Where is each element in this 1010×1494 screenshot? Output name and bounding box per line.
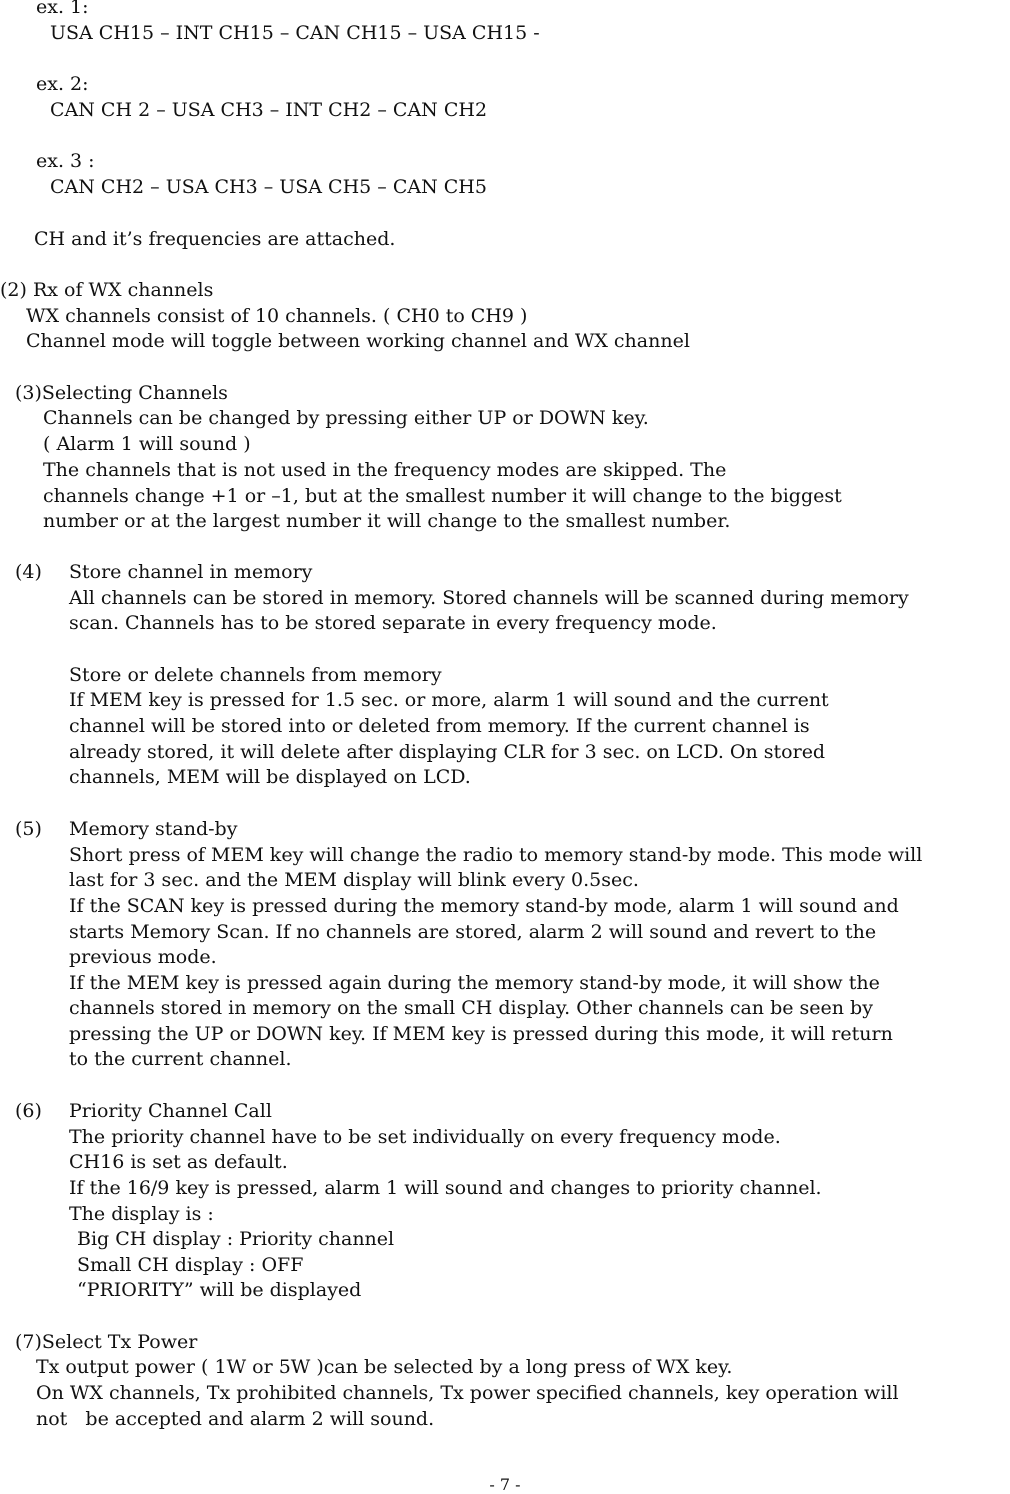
section-3-line: number or at the largest number it will change to the smallest number. [43,510,731,532]
example-1-text: USA CH15 – INT CH15 – CAN CH15 – USA CH15 - [50,22,540,44]
section-7-line: On WX channels, Tx prohibited channels, Tx power specified channels, key operation will [36,1382,899,1404]
section-3-line: ( Alarm 1 will sound ) [43,433,251,455]
section-2-line: Channel mode will toggle between working channel and WX channel [26,330,690,352]
section-2-line: WX channels consist of 10 channels. ( CH0 to CH9 ) [26,305,528,327]
section-7-heading: (7)Select Tx Power [15,1331,198,1353]
section-3-line: The channels that is not used in the frequency modes are skipped. The [43,459,727,481]
example-3-text: CAN CH2 – USA CH3 – USA CH5 – CAN CH5 [50,176,487,198]
page-number: - 7 - [489,1475,521,1494]
section-5-line: If the SCAN key is pressed during the memory stand-by mode, alarm 1 will sound and [69,895,899,917]
example-2-label: ex. 2: [36,73,89,95]
section-6-line: If the 16/9 key is pressed, alarm 1 will sound and changes to priority channel. [69,1177,822,1199]
section-5-line: previous mode. [69,946,217,968]
section-7-line: not be accepted and alarm 2 will sound. [36,1408,435,1430]
section-5-line: Short press of MEM key will change the radio to memory stand-by mode. This mode will [69,844,923,866]
example-2-text: CAN CH 2 – USA CH3 – INT CH2 – CAN CH2 [50,99,488,121]
section-5-line: to the current channel. [69,1048,292,1070]
section-5-number: (5) [15,818,42,840]
section-5-line: pressing the UP or DOWN key. If MEM key is pressed during this mode, it will return [69,1023,893,1045]
example-1-label: ex. 1: [36,0,89,18]
section-5-heading: Memory stand-by [69,818,238,840]
section-6-line: CH16 is set as default. [69,1151,288,1173]
section-2-heading: (2) Rx of WX channels [0,279,214,301]
section-6-number: (6) [15,1100,42,1122]
section-5-line: starts Memory Scan. If no channels are stored, alarm 2 will sound and revert to the [69,921,877,943]
section-4-subheading: Store or delete channels from memory [69,664,442,686]
section-3-heading: (3)Selecting Channels [15,382,228,404]
section-5-line: last for 3 sec. and the MEM display will blink every 0.5sec. [69,869,639,891]
section-4-line: already stored, it will delete after displaying CLR for 3 sec. on LCD. On stored [69,741,826,763]
section-6-heading: Priority Channel Call [69,1100,272,1122]
section-3-line: Channels can be changed by pressing either UP or DOWN key. [43,407,649,429]
section-4-number: (4) [15,561,42,583]
section-4-line: channel will be stored into or deleted from memory. If the current channel is [69,715,810,737]
section-6-line: The display is : [69,1203,214,1225]
section-6-display-item: “PRIORITY” will be displayed [77,1279,362,1301]
section-4-line: channels, MEM will be displayed on LCD. [69,766,471,788]
section-6-display-item: Big CH display : Priority channel [77,1228,395,1250]
section-6-display-item: Small CH display : OFF [77,1254,304,1276]
section-4-heading: Store channel in memory [69,561,313,583]
section-5-line: channels stored in memory on the small CH display. Other channels can be seen by [69,997,873,1019]
section-4-line: scan. Channels has to be stored separate in every frequency mode. [69,612,717,634]
section-4-line: If MEM key is pressed for 1.5 sec. or more, alarm 1 will sound and the current [69,689,829,711]
example-3-label: ex. 3 : [36,150,95,172]
section-7-line: Tx output power ( 1W or 5W )can be selected by a long press of WX key. [36,1356,733,1378]
section-6-line: The priority channel have to be set individually on every frequency mode. [69,1126,781,1148]
section-3-line: channels change +1 or –1, but at the smallest number it will change to the biggest [43,485,842,507]
section-4-line: All channels can be stored in memory. Stored channels will be scanned during memory [69,587,909,609]
frequencies-note: CH and it’s frequencies are attached. [34,228,396,250]
section-5-line: If the MEM key is pressed again during the memory stand-by mode, it will show the [69,972,880,994]
